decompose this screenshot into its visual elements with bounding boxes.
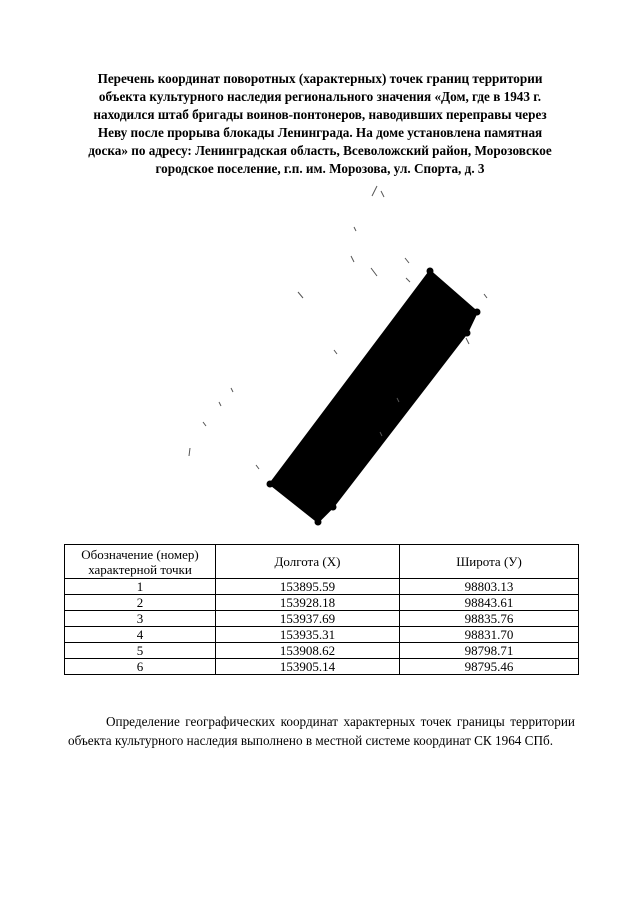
vertex-2 xyxy=(427,268,434,275)
title-line-2: объекта культурного наследия регионального значения «Дом, где в 1943 г. xyxy=(98,89,542,104)
table-header-row xyxy=(65,545,579,579)
title-line-1: Перечень координат поворотных (характерных) точек границ территории xyxy=(97,71,543,86)
longitude-value: 153905.14 xyxy=(216,659,400,675)
latitude-value: 98843.61 xyxy=(400,595,579,611)
point-number: 3 xyxy=(65,611,216,627)
point-number: 4 xyxy=(65,627,216,643)
table-row xyxy=(65,627,579,643)
longitude-value: 153935.31 xyxy=(216,627,400,643)
table-row xyxy=(65,659,579,675)
title-line-4: Неву после прорыва блокады Ленинграда. На доме установлена памятная xyxy=(97,125,543,140)
table-row xyxy=(65,579,579,595)
title-line-3: находился штаб бригады воинов-понтонеров, наводивших переправы через xyxy=(93,107,547,122)
longitude-value: 153928.18 xyxy=(216,595,400,611)
longitude-value: 153895.59 xyxy=(216,579,400,595)
header-longitude: Долгота (X) xyxy=(216,545,400,579)
boundary-polygon xyxy=(270,271,477,522)
table-row xyxy=(65,643,579,659)
point-number: 2 xyxy=(65,595,216,611)
coordinate-system-note: Определение географических координат характерных точек границы территории объекта культурного наследия выполнено в местной системе координат СК 1964 СПб. xyxy=(68,714,575,749)
vertex-5 xyxy=(330,504,337,511)
point-number: 1 xyxy=(65,579,216,595)
header-point: Обозначение (номер) характерной точки xyxy=(65,545,216,579)
latitude-value: 98831.70 xyxy=(400,627,579,643)
table-row xyxy=(65,595,579,611)
latitude-value: 98803.13 xyxy=(400,579,579,595)
title-line-5: доска» по адресу: Ленинградская область, Всеволожский район, Морозовское xyxy=(88,143,552,158)
vertex-3 xyxy=(474,309,481,316)
title-line-6: городское поселение, г.п. им. Морозова, ул. Спорта, д. 3 xyxy=(155,161,485,176)
coordinates-table xyxy=(64,544,579,675)
longitude-value: 153937.69 xyxy=(216,611,400,627)
latitude-value: 98795.46 xyxy=(400,659,579,675)
longitude-value: 153908.62 xyxy=(216,643,400,659)
vertex-6 xyxy=(315,519,322,526)
point-number: 5 xyxy=(65,643,216,659)
point-number: 6 xyxy=(65,659,216,675)
vertex-4 xyxy=(464,330,471,337)
latitude-value: 98798.71 xyxy=(400,643,579,659)
table-row xyxy=(65,611,579,627)
header-latitude: Широта (У) xyxy=(400,545,579,579)
vertex-1 xyxy=(267,481,274,488)
latitude-value: 98835.76 xyxy=(400,611,579,627)
